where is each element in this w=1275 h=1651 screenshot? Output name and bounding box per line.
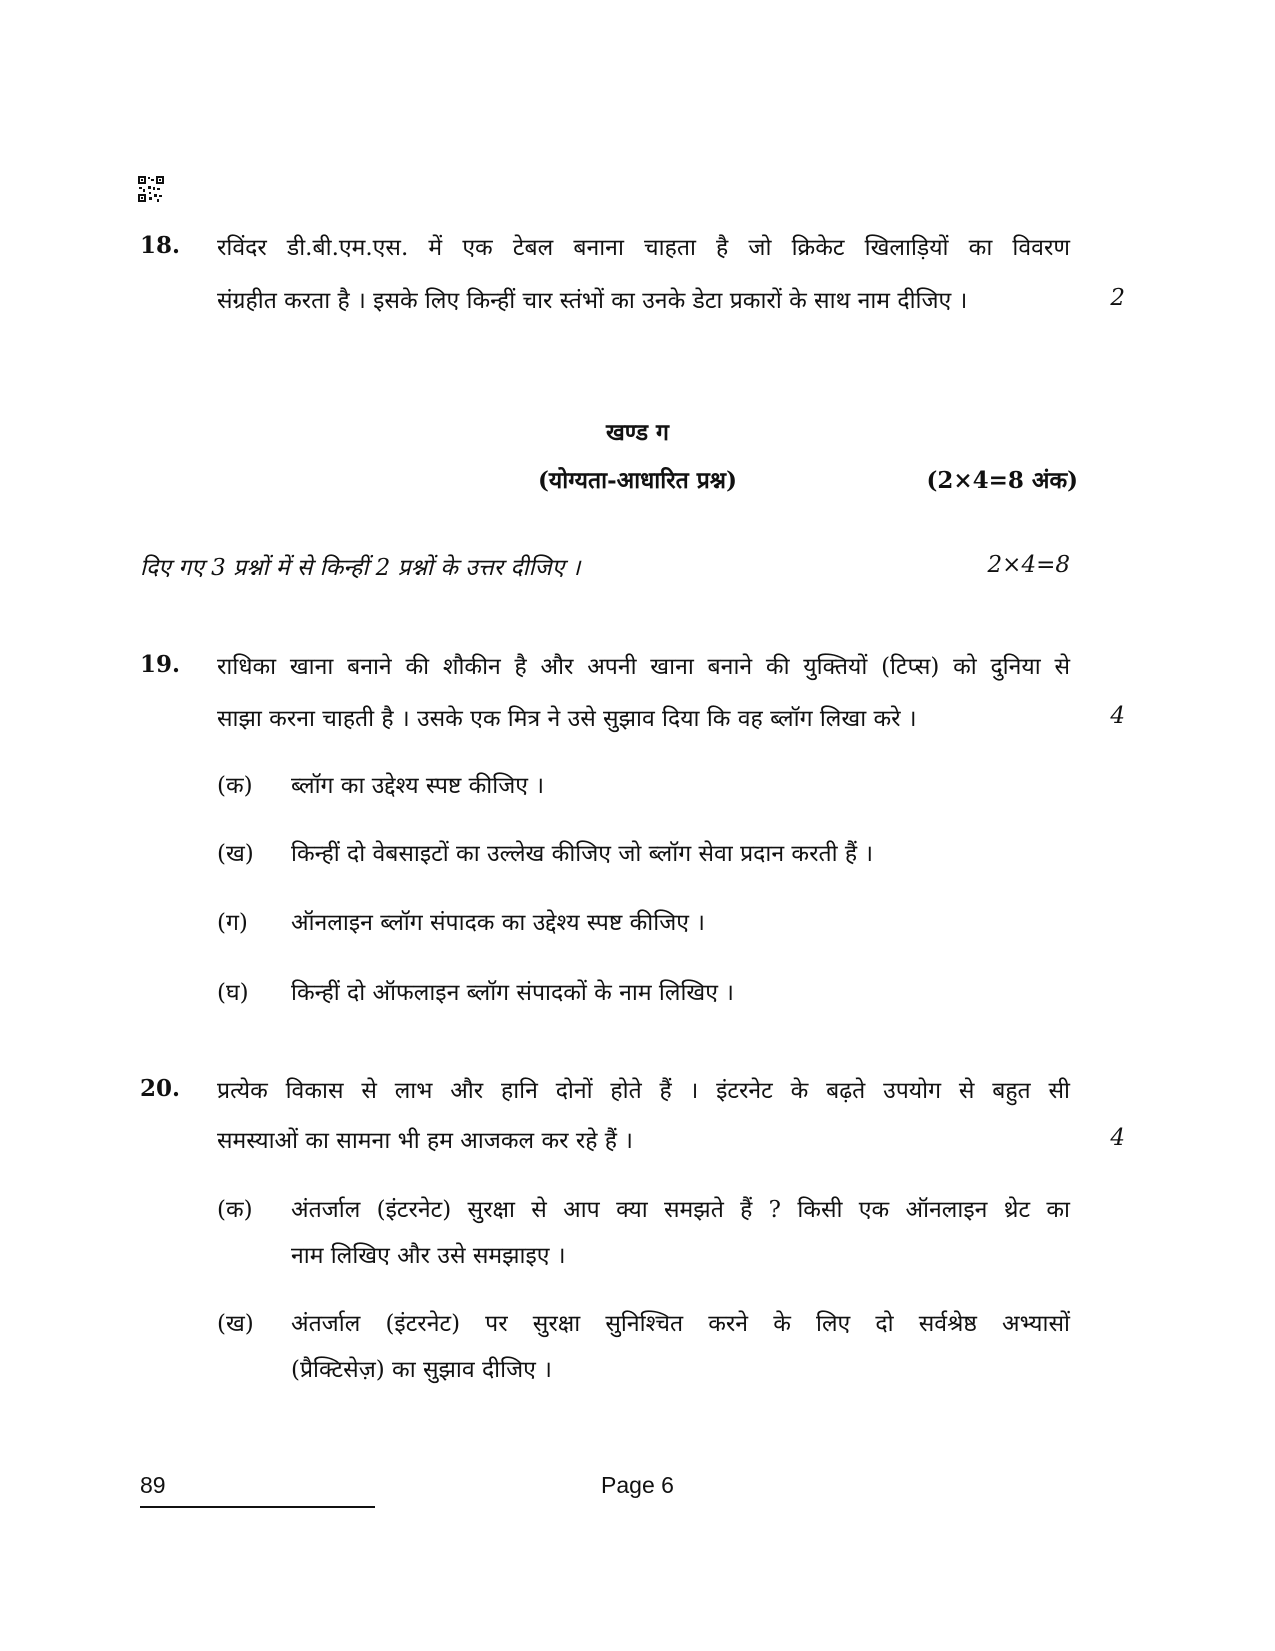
paper-code: 89 [140,1472,166,1498]
question-20-line-2: समस्याओं का सामना भी हम आजकल कर रहे हैं । [217,1128,633,1154]
question-18-marks: 2 [1110,285,1125,311]
question-19-part-label: (ग) [217,910,248,936]
question-19-marks: 4 [1110,703,1125,729]
question-19-part-label: (घ) [217,980,249,1006]
qr-code-icon [138,176,164,202]
page-number: Page 6 [601,1472,674,1498]
question-20-part-a-label: (क) [217,1197,253,1223]
footer-rule [140,1506,375,1508]
question-18-line-2: संग्रहीत करता है । इसके लिए किन्हीं चार स्तंभों का उनके डेटा प्रकारों के साथ नाम दीजिए । [217,288,968,314]
question-20-part-a-line-2: नाम लिखिए और उसे समझाइए । [291,1243,566,1269]
question-19-line-2: साझा करना चाहती है । उसके एक मित्र ने उसे सुझाव दिया कि वह ब्लॉग लिखा करे । [217,706,917,732]
question-20-number: 20. [140,1075,181,1102]
question-19-part-text: किन्हीं दो वेबसाइटों का उल्लेख कीजिए जो ब्लॉग सेवा प्रदान करती हैं । [291,841,874,867]
question-19-part-text: ब्लॉग का उद्देश्य स्पष्ट कीजिए । [291,773,545,799]
section-title: खण्ड ग [605,419,669,446]
section-instruction-marks: 2×4=8 [987,552,1070,578]
question-18-line-1: रविंदर डी.बी.एम.एस. में एक टेबल बनाना चाहता है जो क्रिकेट खिलाड़ियों का विवरण [217,235,1070,261]
question-19-part-text: किन्हीं दो ऑफलाइन ब्लॉग संपादकों के नाम लिखिए । [291,980,734,1006]
question-20-part-b-line-2: (प्रैक्टिसेज़) का सुझाव दीजिए । [291,1357,552,1383]
question-20-part-b-label: (ख) [217,1311,254,1337]
question-18-number: 18. [140,232,181,259]
section-marks: (2×4=8 अंक) [926,467,1078,494]
question-19-number: 19. [140,651,181,678]
question-19-part-label: (ख) [217,841,254,867]
section-instruction: दिए गए 3 प्रश्नों में से किन्हीं 2 प्रश्नों के उत्तर दीजिए । [140,555,581,581]
question-20-marks: 4 [1110,1125,1125,1151]
question-20-part-b-line-1: अंतर्जाल (इंटरनेट) पर सुरक्षा सुनिश्चित करने के लिए दो सर्वश्रेष्ठ अभ्यासों [291,1311,1070,1337]
question-19-part-text: ऑनलाइन ब्लॉग संपादक का उद्देश्य स्पष्ट कीजिए । [291,910,706,936]
question-20-line-1: प्रत्येक विकास से लाभ और हानि दोनों होते हैं । इंटरनेट के बढ़ते उपयोग से बहुत सी [217,1078,1070,1104]
question-19-line-1: राधिका खाना बनाने की शौकीन है और अपनी खाना बनाने की युक्तियों (टिप्स) को दुनिया से [217,654,1070,680]
section-subtitle: (योग्यता-आधारित प्रश्न) [538,467,737,494]
question-19-part-label: (क) [217,773,253,799]
question-20-part-a-line-1: अंतर्जाल (इंटरनेट) सुरक्षा से आप क्या समझते हैं ? किसी एक ऑनलाइन थ्रेट का [291,1197,1070,1223]
